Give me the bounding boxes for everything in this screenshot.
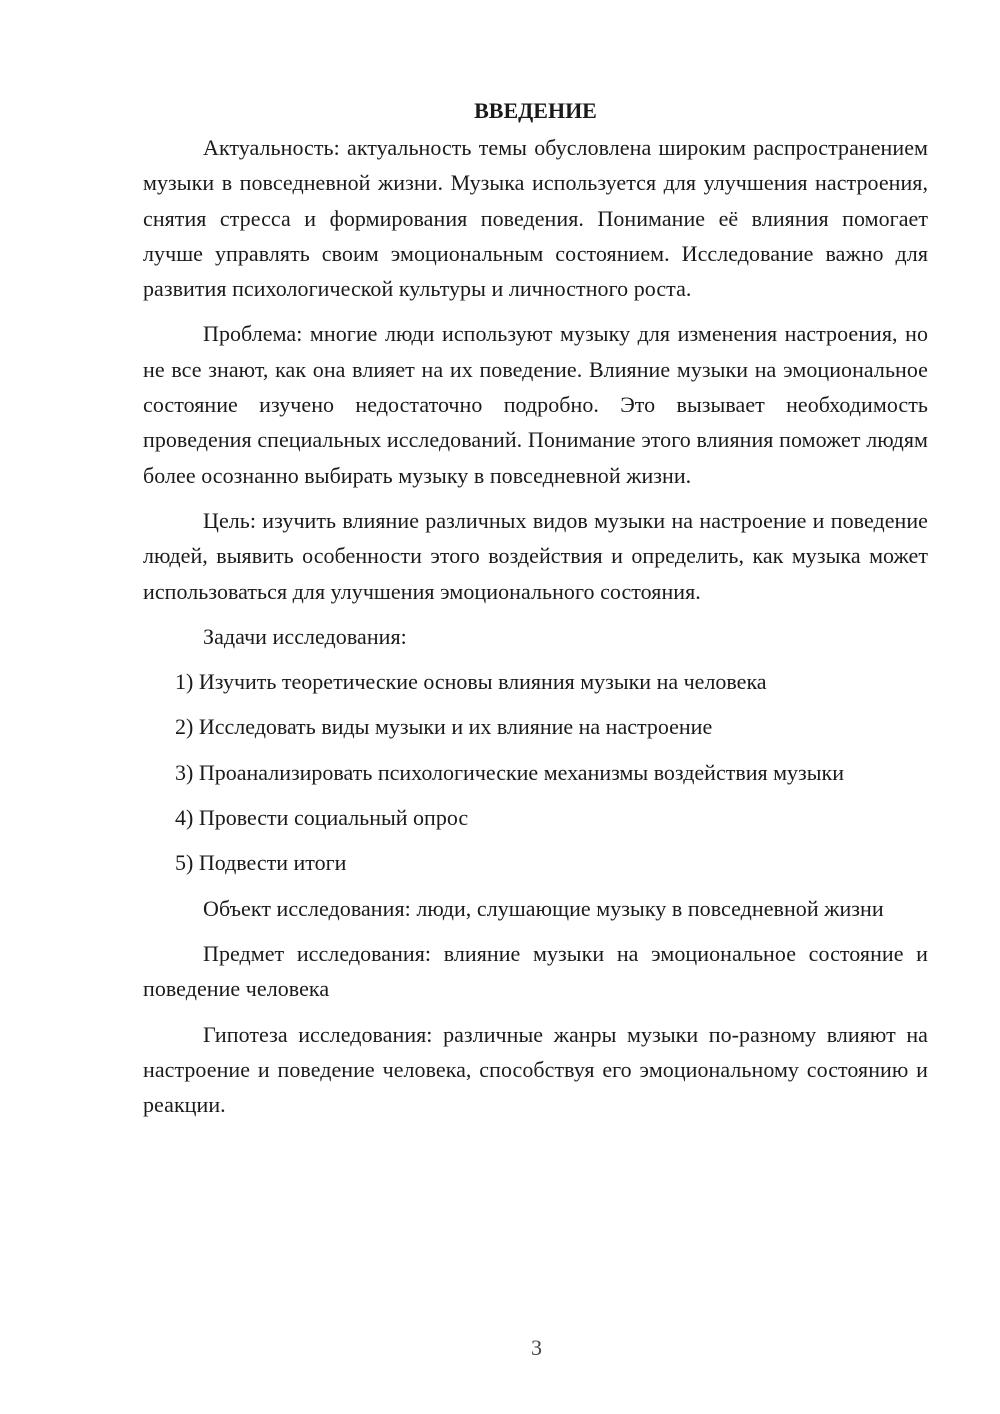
task-item: 4) Провести социальный опрос	[175, 805, 469, 831]
section-heading: ВВЕДЕНИЕ	[474, 98, 597, 123]
tasks-title: Задачи исследования:	[203, 623, 407, 649]
page-number: 3	[531, 1335, 542, 1360]
task-item: 5) Подвести итоги	[175, 850, 347, 876]
task-item: 3) Проанализировать психологические механизмы воздействия музыки	[175, 759, 844, 785]
problem-paragraph: Проблема: многие люди используют музыку для изменения настроения, но не все знают, как она влияет на их поведение. Влияние музыки на эмоциональное состояние изучено недостаточно подробно. Это вызывает необходимость проведения специальных исследований. Понимание этого влияния поможет людям более осознанно выбирать музыку в повседневной жизни.	[143, 321, 928, 488]
goal-paragraph: Цель: изучить влияние различных видов музыки на настроение и поведение людей, выявить особенности этого воздействия и определить, как музыка может использоваться для улучшения эмоционального состояния.	[143, 507, 928, 604]
object-paragraph: Объект исследования: люди, слушающие музыку в повседневной жизни	[203, 895, 884, 921]
subject-paragraph: Предмет исследования: влияние музыки на эмоциональное состояние и поведение человека	[143, 940, 928, 1002]
task-item: 2) Исследовать виды музыки и их влияние на настроение	[175, 714, 713, 740]
document-body	[143, 96, 928, 1132]
task-item: 1) Изучить теоретические основы влияния музыки на человека	[175, 669, 767, 695]
hypothesis-paragraph: Гипотеза исследования: различные жанры музыки по-разному влияют на настроение и поведение человека, способствуя его эмоциональному состоянию и реакции.	[143, 1021, 928, 1118]
relevance-paragraph: Актуальность: актуальность темы обусловлена широким распространением музыки в повседневной жизни. Музыка используется для улучшения настроения, снятия стресса и формирования поведения. Понимание её влияния помогает лучше управлять своим эмоциональным состоянием. Исследование важно для развития психологической культуры и личностного роста.	[143, 135, 928, 302]
